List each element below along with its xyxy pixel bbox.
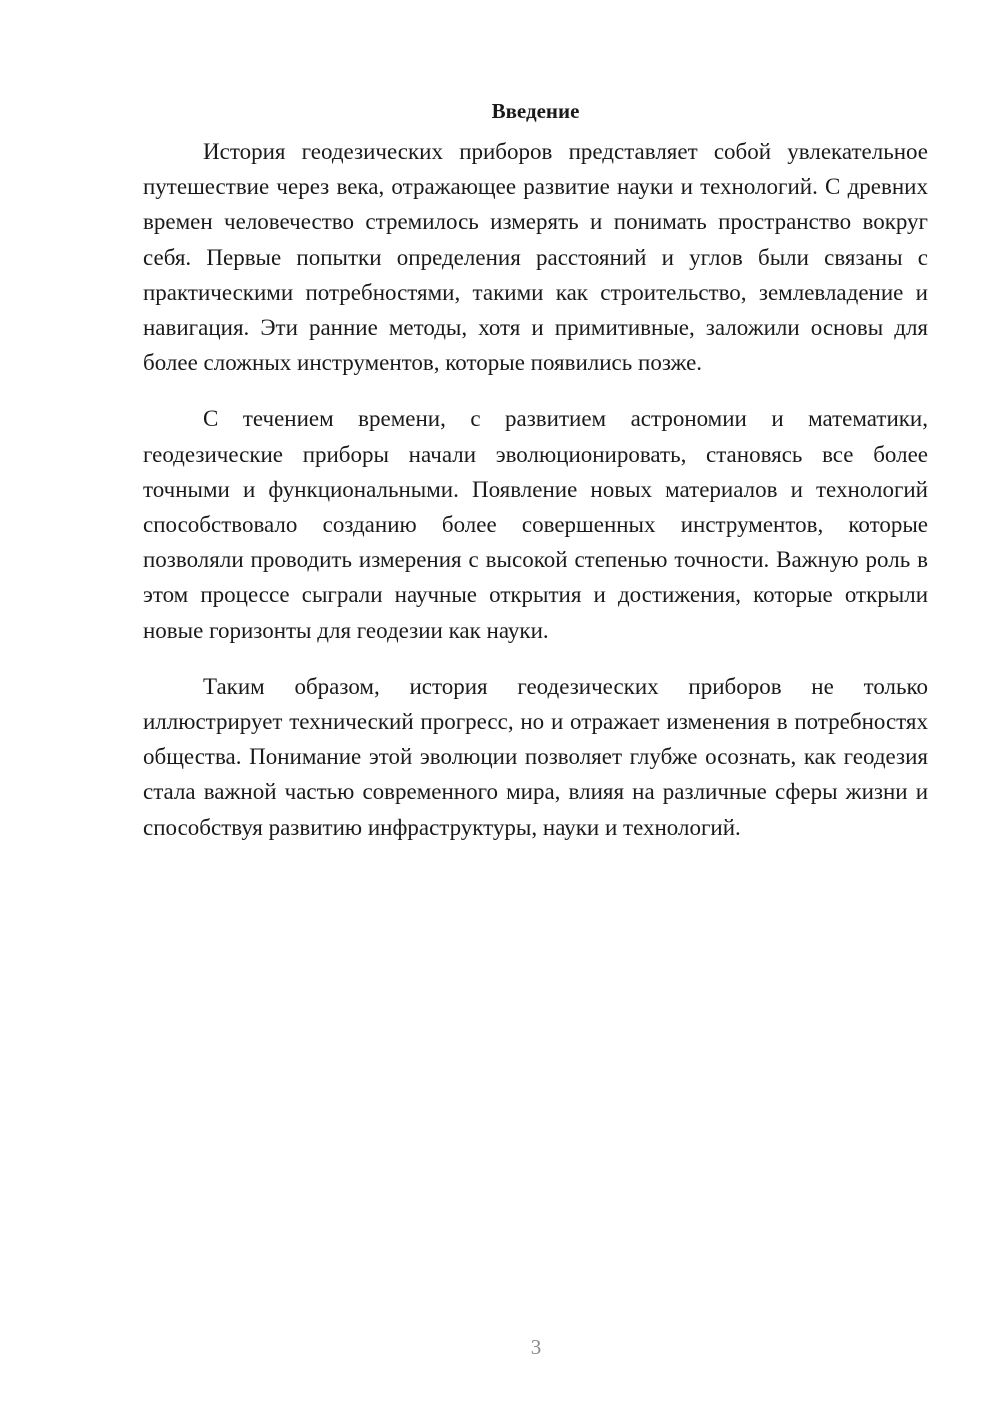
document-body [143,96,928,866]
paragraph-1: История геодезических приборов представляет собой увлекательное путешествие через века, отражающее развитие науки и технологий. С древних времен человечество стремилось измерять и понимать пространство вокруг себя. Первые попытки определения расстояний и углов были связаны с практическими потребностями, такими как строительство, землевладение и навигация. Эти ранние методы, хотя и примитивные, заложили основы для более сложных инструментов, которые появились позже. [143,139,928,376]
paragraph-2: С течением времени, с развитием астрономии и математики, геодезические приборы начали эволюционировать, становясь все более точными и функциональными. Появление новых материалов и технологий способствовало созданию более совершенных инструментов, которые позволяли проводить измерения с высокой степенью точности. Важную роль в этом процессе сыграли научные открытия и достижения, которые открыли новые горизонты для геодезии как науки. [143,406,928,643]
paragraph-3: Таким образом, история геодезических приборов не только иллюстрирует технический прогресс, но и отражает изменения в потребностях общества. Понимание этой эволюции позволяет глубже осознать, как геодезия стала важной частью современного мира, влияя на различные сферы жизни и способствуя развитию инфраструктуры, науки и технологий. [143,673,928,840]
page-number: 3 [530,1335,542,1359]
section-title: Введение [491,99,580,123]
